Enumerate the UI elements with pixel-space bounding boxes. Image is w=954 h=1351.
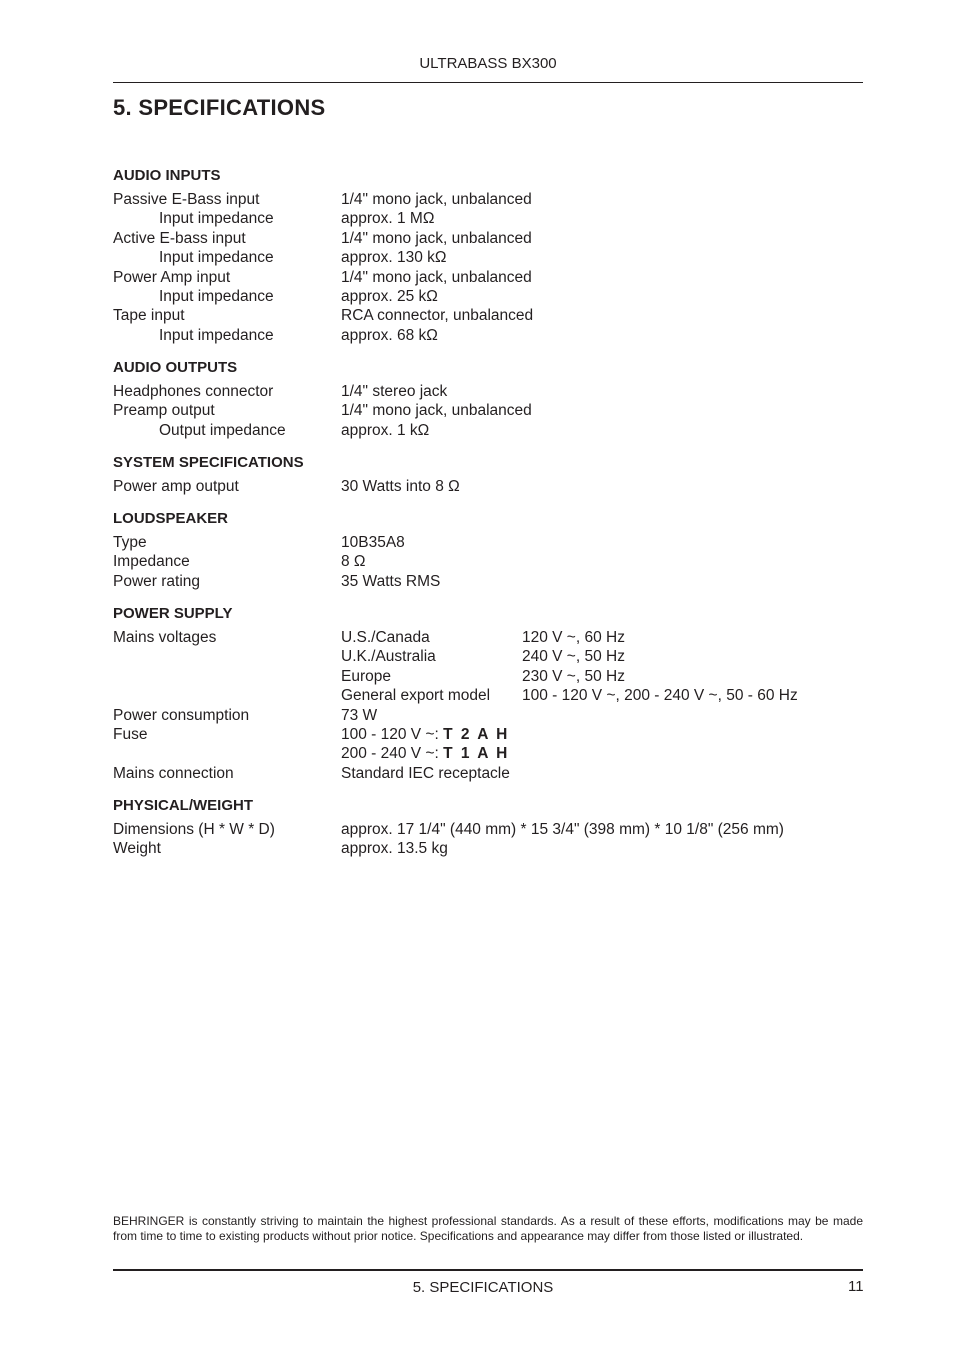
spec-value-text: 1/4" mono jack, unbalanced (341, 402, 532, 420)
spec-label: Power rating (113, 572, 201, 590)
spec-value-detail: 240 V ~, 50 Hz (522, 648, 625, 666)
spec-value (341, 706, 377, 725)
footer-divider (113, 1269, 863, 1271)
header-divider (113, 82, 863, 83)
spec-row (113, 209, 863, 228)
spec-row (113, 326, 863, 345)
spec-label: Input impedance (159, 210, 274, 228)
spec-value (341, 382, 447, 401)
spec-label: Power amp output (113, 478, 239, 495)
spec-row (113, 287, 863, 306)
spec-value (341, 190, 532, 209)
spec-value (341, 552, 366, 571)
spec-label: Preamp output (113, 402, 215, 420)
spec-value (341, 820, 784, 839)
spec-label: Input impedance (159, 326, 274, 344)
spec-value (341, 572, 440, 591)
spec-section (113, 604, 863, 783)
spec-value (341, 686, 490, 705)
spec-value-detail: 230 V ~, 50 Hz (522, 667, 625, 685)
spec-value (341, 477, 460, 496)
section-heading: POWER SUPPLY (113, 605, 233, 622)
spec-value-detail: 120 V ~, 60 Hz (522, 629, 625, 646)
spec-label: Mains voltages (113, 629, 217, 646)
spec-value-text: 1/4" mono jack, unbalanced (341, 268, 532, 286)
spec-label: Output impedance (159, 421, 286, 439)
section-heading: AUDIO INPUTS (113, 167, 221, 184)
spec-row (113, 706, 863, 725)
spec-row (113, 764, 863, 783)
page-number: 11 (848, 1278, 864, 1295)
section-heading: PHYSICAL/WEIGHT (113, 797, 254, 814)
spec-value-text: 1/4" mono jack, unbalanced (341, 229, 532, 247)
spec-value-text: Standard IEC receptacle (341, 764, 510, 782)
spec-value (341, 667, 391, 686)
spec-row (113, 686, 863, 705)
spec-value-text: U.S./Canada (341, 629, 430, 646)
spec-row (113, 572, 863, 591)
spec-section (113, 453, 863, 496)
spec-value-text: approx. 1 kΩ (341, 421, 430, 439)
spec-value-text: RCA connector, unbalanced (341, 307, 534, 325)
spec-label: Tape input (113, 307, 185, 325)
spec-row (113, 306, 863, 325)
spec-label: Passive E-Bass input (113, 191, 260, 208)
spec-value-text: approx. 25 kΩ (341, 287, 438, 305)
section-heading: LOUDSPEAKER (113, 510, 229, 527)
spec-value (341, 209, 434, 228)
spec-row (113, 382, 863, 401)
spec-row (113, 533, 863, 552)
spec-label: Impedance (113, 553, 190, 571)
spec-value (341, 287, 438, 306)
spec-value (341, 533, 405, 552)
spec-row (113, 268, 863, 287)
section-heading: AUDIO OUTPUTS (113, 359, 238, 376)
spec-value (341, 744, 509, 763)
spec-row (113, 725, 863, 744)
spec-label: Weight (113, 840, 161, 858)
spec-row (113, 552, 863, 571)
spec-value-text: U.K./Australia (341, 648, 436, 666)
spec-value-text: 35 Watts RMS (341, 572, 441, 590)
spec-value-text: 73 W (341, 706, 378, 724)
spec-value-text: General export model (341, 687, 491, 705)
spec-label: Dimensions (H * W * D) (113, 821, 275, 838)
spec-section (113, 796, 863, 859)
spec-row (113, 477, 863, 496)
fuse-rating: T 2 A H (443, 725, 510, 743)
spec-row (113, 667, 863, 686)
spec-section (113, 166, 863, 345)
spec-label: Fuse (113, 725, 148, 743)
spec-row (113, 190, 863, 209)
spec-value (341, 839, 448, 858)
spec-label: Input impedance (159, 287, 274, 305)
spec-value (341, 229, 532, 248)
spec-value-text: approx. 13.5 kg (341, 840, 448, 858)
spec-value-detail: 100 - 120 V ~, 200 - 240 V ~, 50 - 60 Hz (522, 687, 798, 705)
spec-value-text: Europe (341, 667, 391, 685)
spec-section (113, 358, 863, 440)
spec-value-text: 1/4" mono jack, unbalanced (341, 191, 532, 208)
fuse-rating: T 1 A H (443, 745, 510, 763)
spec-value-text: approx. 130 kΩ (341, 249, 447, 267)
running-header: ULTRABASS BX300 (419, 55, 557, 72)
spec-label: Mains connection (113, 764, 234, 782)
spec-value (341, 268, 532, 287)
spec-label: Headphones connector (113, 383, 274, 400)
spec-row (113, 647, 863, 666)
spec-value-text: approx. 1 MΩ (341, 210, 435, 228)
spec-row (113, 421, 863, 440)
spec-value-text: 1/4" stereo jack (341, 383, 448, 400)
spec-row (113, 248, 863, 267)
spec-value-text: approx. 17 1/4" (440 mm) * 15 3/4" (398 mm) * 10 1/8" (256 mm) (341, 821, 784, 838)
spec-value (341, 248, 447, 267)
spec-row (113, 839, 863, 858)
spec-label: Active E-bass input (113, 229, 246, 247)
spec-value (341, 421, 429, 440)
spec-label: Power Amp input (113, 268, 231, 286)
spec-value (341, 401, 532, 420)
spec-value-text: 200 - 240 V ~: (341, 745, 444, 763)
spec-row (113, 744, 863, 763)
spec-value-text: 8 Ω (341, 553, 366, 571)
spec-label: Power consumption (113, 706, 250, 724)
spec-row (113, 820, 863, 839)
spec-value (341, 647, 436, 666)
spec-value (341, 306, 533, 325)
spec-section (113, 509, 863, 591)
spec-row (113, 401, 863, 420)
spec-value-text: 30 Watts into 8 Ω (341, 478, 460, 495)
disclaimer: BEHRINGER is constantly striving to maintain the highest professional standards. As a result of these efforts, modifications may be made from time to time to existing products without prior notice. Specifications and appearance may differ from those listed or illustrated. (113, 1214, 863, 1243)
section-heading: SYSTEM SPECIFICATIONS (113, 454, 304, 471)
spec-value-text: approx. 68 kΩ (341, 326, 438, 344)
page-title: 5. SPECIFICATIONS (113, 95, 326, 120)
spec-row (113, 229, 863, 248)
spec-value-text: 100 - 120 V ~: (341, 725, 444, 743)
spec-value-text: 10B35A8 (341, 534, 405, 551)
spec-label: Type (113, 534, 147, 551)
spec-value (341, 764, 510, 783)
spec-value (341, 628, 430, 647)
spec-label: Input impedance (159, 249, 274, 267)
footer-section: 5. SPECIFICATIONS (412, 1279, 554, 1296)
spec-value (341, 725, 509, 744)
spec-value (341, 326, 438, 345)
spec-row (113, 628, 863, 647)
